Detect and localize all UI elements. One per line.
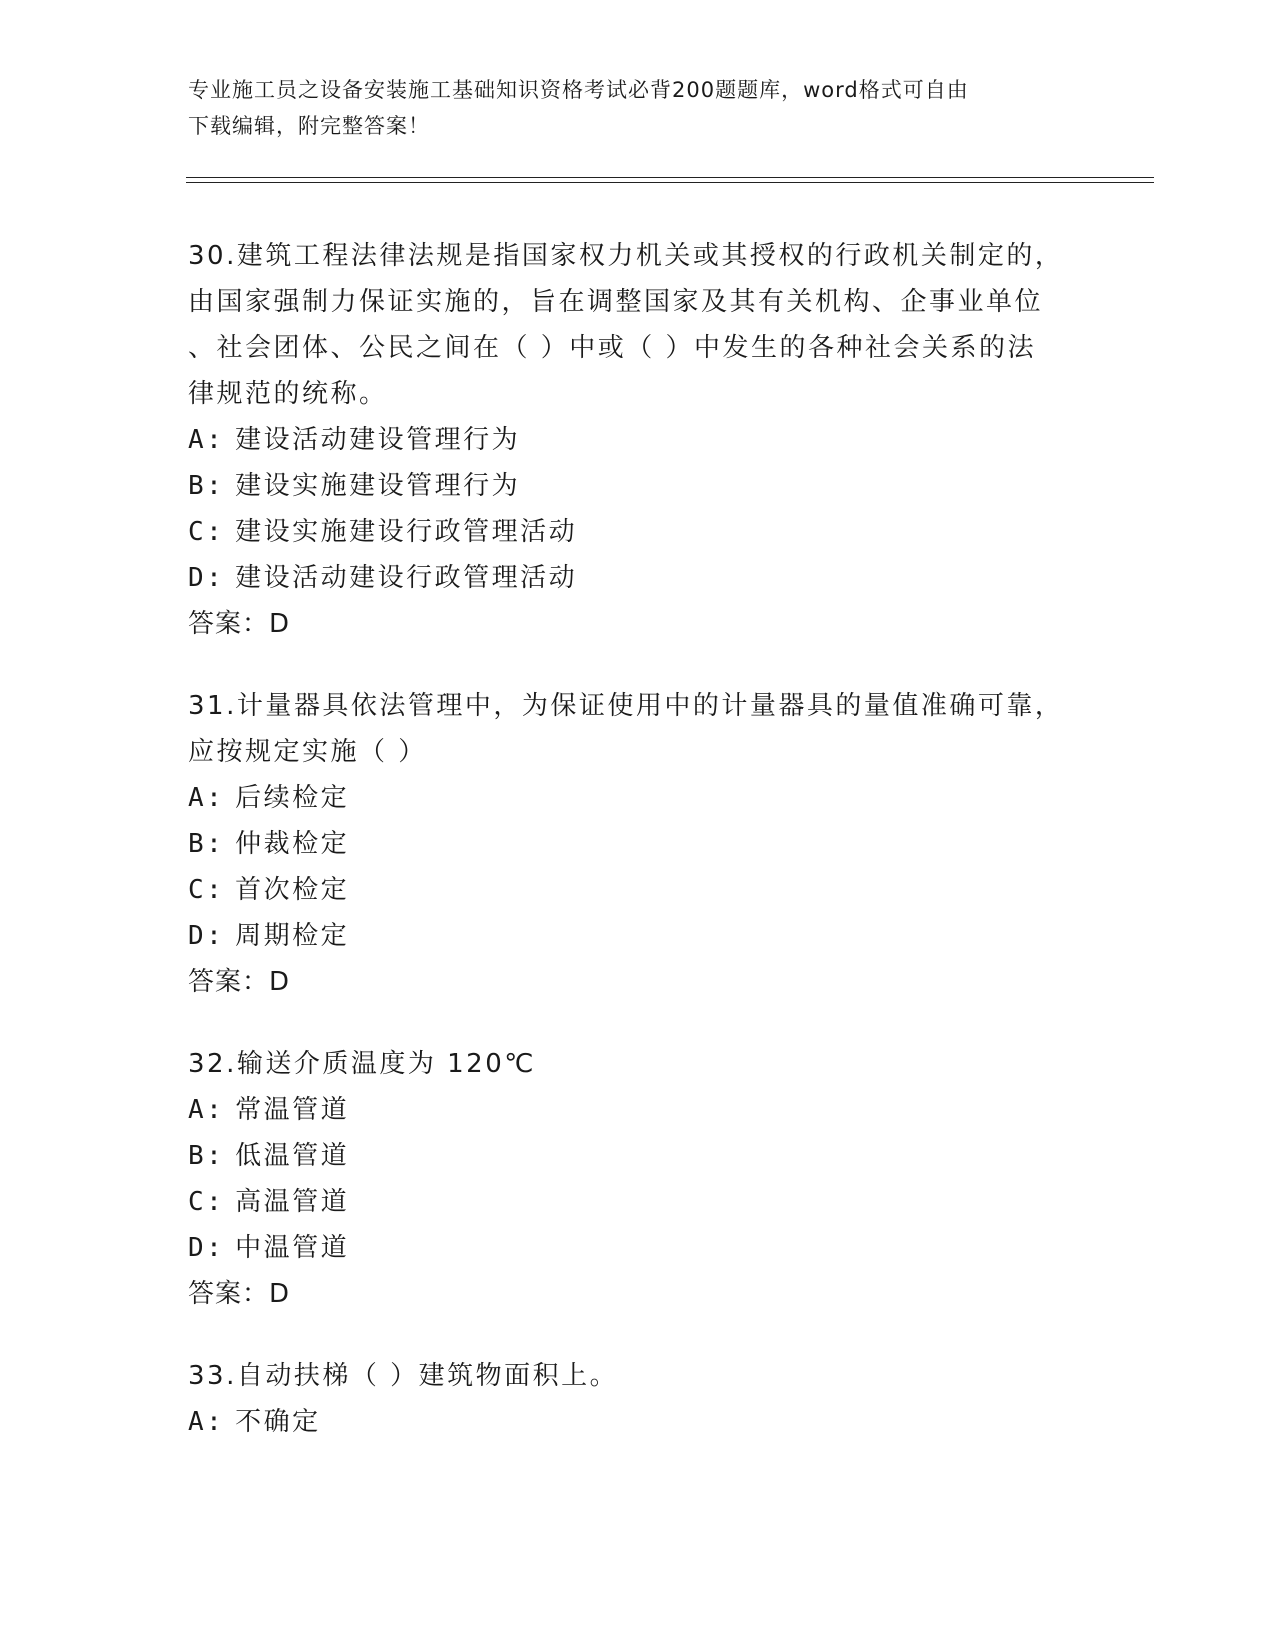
option-letter: D: — [188, 921, 225, 951]
option-b — [188, 1133, 1088, 1179]
header-line-2: 下载编辑，附完整答案！ — [188, 114, 430, 138]
option-text: 仲裁检定 — [235, 829, 350, 859]
stem-line: 由国家强制力保证实施的，旨在调整国家及其有关机构、企事业单位 — [188, 287, 1044, 317]
option-text: 建设实施建设行政管理活动 — [235, 517, 578, 547]
option-letter: C: — [188, 1187, 225, 1217]
option-letter: A: — [188, 783, 225, 813]
option-a — [188, 775, 1088, 821]
option-text: 低温管道 — [235, 1141, 350, 1171]
option-text: 周期检定 — [235, 921, 350, 951]
question-stem — [188, 233, 1088, 417]
option-a — [188, 1399, 1088, 1445]
option-a — [188, 1087, 1088, 1133]
option-letter: B: — [188, 1141, 225, 1171]
question-stem — [188, 683, 1088, 775]
stem-line: 30.建筑工程法律法规是指国家权力机关或其授权的行政机关制定的， — [188, 241, 1064, 271]
option-text: 常温管道 — [235, 1095, 350, 1125]
stem-line: 33.自动扶梯（ ）建筑物面积上。 — [188, 1361, 619, 1391]
option-d — [188, 555, 1088, 601]
option-text: 高温管道 — [235, 1187, 350, 1217]
question-list — [188, 233, 1088, 1481]
answer-line: 答案：D — [188, 609, 291, 639]
option-letter: A: — [188, 425, 225, 455]
stem-line: 31.计量器具依法管理中，为保证使用中的计量器具的量值准确可靠， — [188, 691, 1064, 721]
option-d — [188, 913, 1088, 959]
option-b — [188, 821, 1088, 867]
option-d — [188, 1225, 1088, 1271]
option-letter: B: — [188, 829, 225, 859]
option-letter: C: — [188, 517, 225, 547]
option-text: 首次检定 — [235, 875, 350, 905]
option-c — [188, 1179, 1088, 1225]
question-stem — [188, 1353, 1088, 1399]
option-c — [188, 509, 1088, 555]
option-a — [188, 417, 1088, 463]
answer-line: 答案：D — [188, 1279, 291, 1309]
option-c — [188, 867, 1088, 913]
question-stem — [188, 1041, 1088, 1087]
option-letter: D: — [188, 1233, 225, 1263]
document-header — [188, 72, 1068, 144]
header-divider-bottom — [186, 182, 1154, 183]
option-letter: A: — [188, 1407, 225, 1437]
answer-line: 答案：D — [188, 967, 291, 997]
stem-line: 应按规定实施（ ） — [188, 737, 427, 767]
question-32 — [188, 1041, 1088, 1317]
header-line-1: 专业施工员之设备安装施工基础知识资格考试必背200题题库，word格式可自由 — [188, 78, 969, 102]
option-letter: A: — [188, 1095, 225, 1125]
option-text: 建设活动建设行政管理活动 — [235, 563, 578, 593]
option-b — [188, 463, 1088, 509]
question-30 — [188, 233, 1088, 647]
option-letter: B: — [188, 471, 225, 501]
option-letter: C: — [188, 875, 225, 905]
option-text: 中温管道 — [235, 1233, 350, 1263]
header-divider-top — [186, 177, 1154, 178]
question-31 — [188, 683, 1088, 1005]
stem-line: 32.输送介质温度为 120℃ — [188, 1049, 536, 1079]
option-text: 不确定 — [235, 1407, 321, 1437]
option-letter: D: — [188, 563, 225, 593]
question-33 — [188, 1353, 1088, 1445]
option-text: 建设实施建设管理行为 — [235, 471, 521, 501]
stem-line: 、社会团体、公民之间在（ ）中或（ ）中发生的各种社会关系的法 — [188, 333, 1037, 363]
option-text: 建设活动建设管理行为 — [235, 425, 521, 455]
stem-line: 律规范的统称。 — [188, 379, 388, 409]
option-text: 后续检定 — [235, 783, 350, 813]
